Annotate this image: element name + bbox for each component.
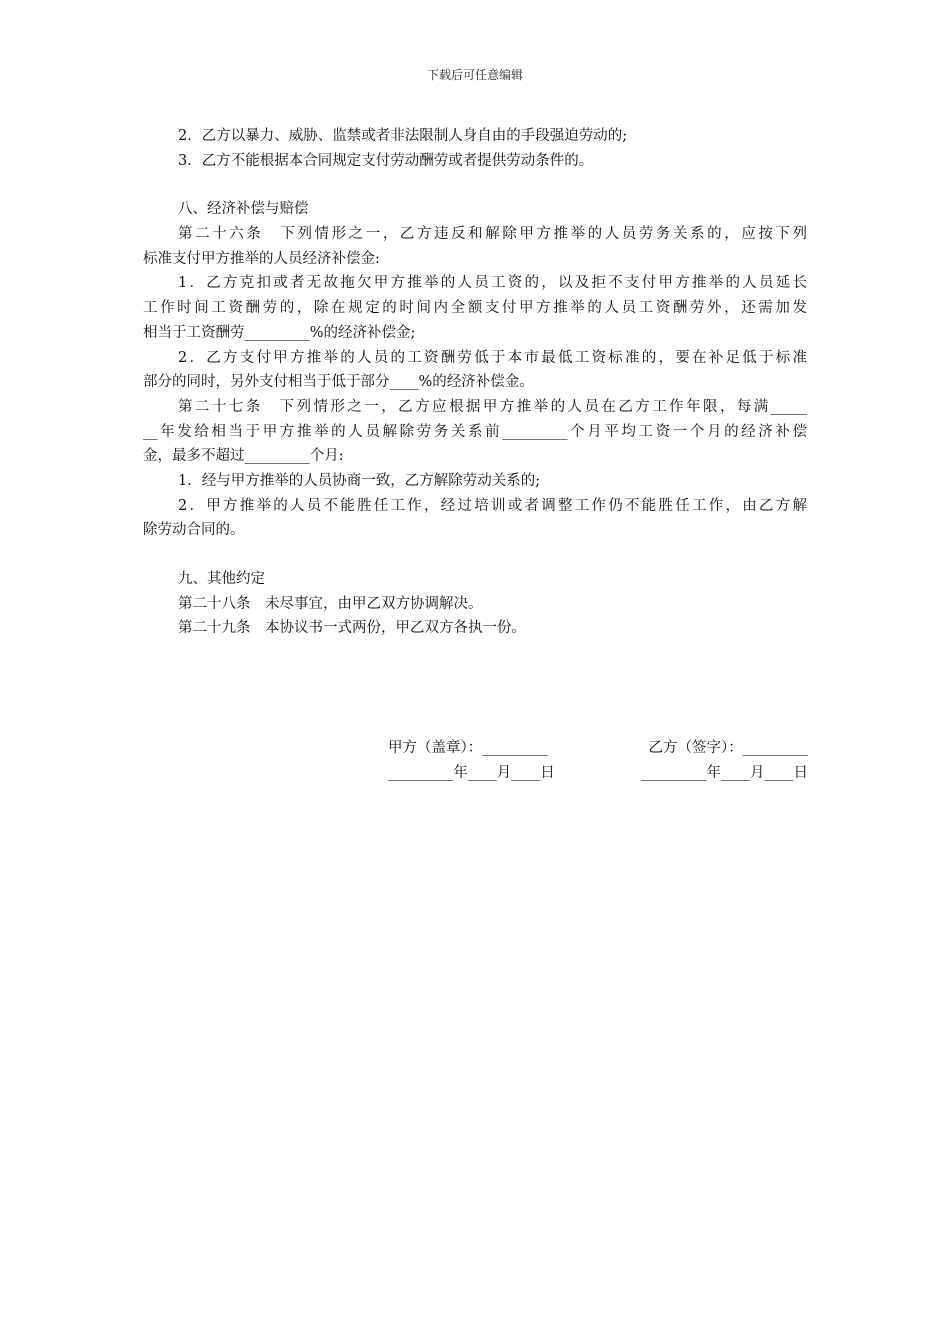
section-heading-8: 八、经济补偿与赔偿: [178, 201, 309, 218]
section-heading-9: 九、其他约定: [178, 571, 265, 587]
article-26-item-1-line-1: 1．乙方克扣或者无故拖欠甲方推举的人员工资的，以及拒不支付甲方推举的人员延长: [178, 275, 807, 292]
article-26-item-2-line-1: 2．乙方支付甲方推举的人员的工资酬劳低于本市最低工资标准的，要在补足低于标准: [178, 349, 807, 366]
paragraph-gap: [143, 543, 807, 567]
article-27-line-2: __年发给相当于甲方推举的人员解除劳务关系前_________个月平均工资一个月的经济补偿: [143, 423, 807, 440]
party-b-date-field: _________年____月____日: [641, 765, 808, 781]
article-29: 第二十九条 本协议书一式两份，甲乙双方各执一份。: [178, 620, 526, 637]
clause-item-3: 3．乙方不能根据本合同规定支付劳动酬劳或者提供劳动条件的。: [178, 152, 594, 169]
party-a-date-field: _________年____月____日: [388, 765, 555, 781]
article-26-line-2: 标准支付甲方推举的人员经济补偿金:: [143, 250, 380, 267]
article-27-line-3: 金，最多不超过_________个月:: [143, 448, 344, 465]
signature-block: [388, 736, 808, 786]
article-27-item-1: 1．经与甲方推举的人员协商一致，乙方解除劳动关系的;: [178, 472, 541, 489]
article-27-item-2-line-2: 除劳动合同的。: [143, 522, 245, 539]
header-note: 下载后可任意编辑: [426, 68, 523, 82]
party-b-sign-field: 乙方（签字）：_________: [648, 740, 808, 756]
article-27-line-1: 第二十七条 下列情形之一，乙方应根据甲方推举的人员在乙方工作年限，每满_____: [178, 398, 807, 415]
signature-row: [388, 736, 808, 761]
party-a-seal-field: 甲方（盖章）：_________: [388, 740, 548, 756]
paragraph-gap: [143, 173, 807, 197]
article-26-item-1-line-2: 工作时间工资酬劳的，除在规定的时间内全额支付甲方推举的人员工资酬劳外，还需加发: [143, 300, 807, 317]
article-26-line-1: 第二十六条 下列情形之一，乙方违反和解除甲方推举的人员劳务关系的，应按下列: [178, 226, 807, 243]
article-26-item-2-line-2: 部分的同时，另外支付相当于低于部分____%的经济补偿金。: [143, 374, 534, 391]
article-28: 第二十八条 未尽事宜，由甲乙双方协调解决。: [178, 595, 483, 612]
document-body: [143, 124, 807, 641]
date-row: [388, 761, 808, 786]
article-26-item-1-line-3: 相当于工资酬劳_________%的经济补偿金;: [143, 324, 416, 341]
clause-item-2: 2．乙方以暴力、威胁、监禁或者非法限制人身自由的手段强迫劳动的;: [178, 128, 628, 144]
article-27-item-2-line-1: 2．甲方推举的人员不能胜任工作，经过培训或者调整工作仍不能胜任工作，由乙方解: [178, 497, 807, 514]
